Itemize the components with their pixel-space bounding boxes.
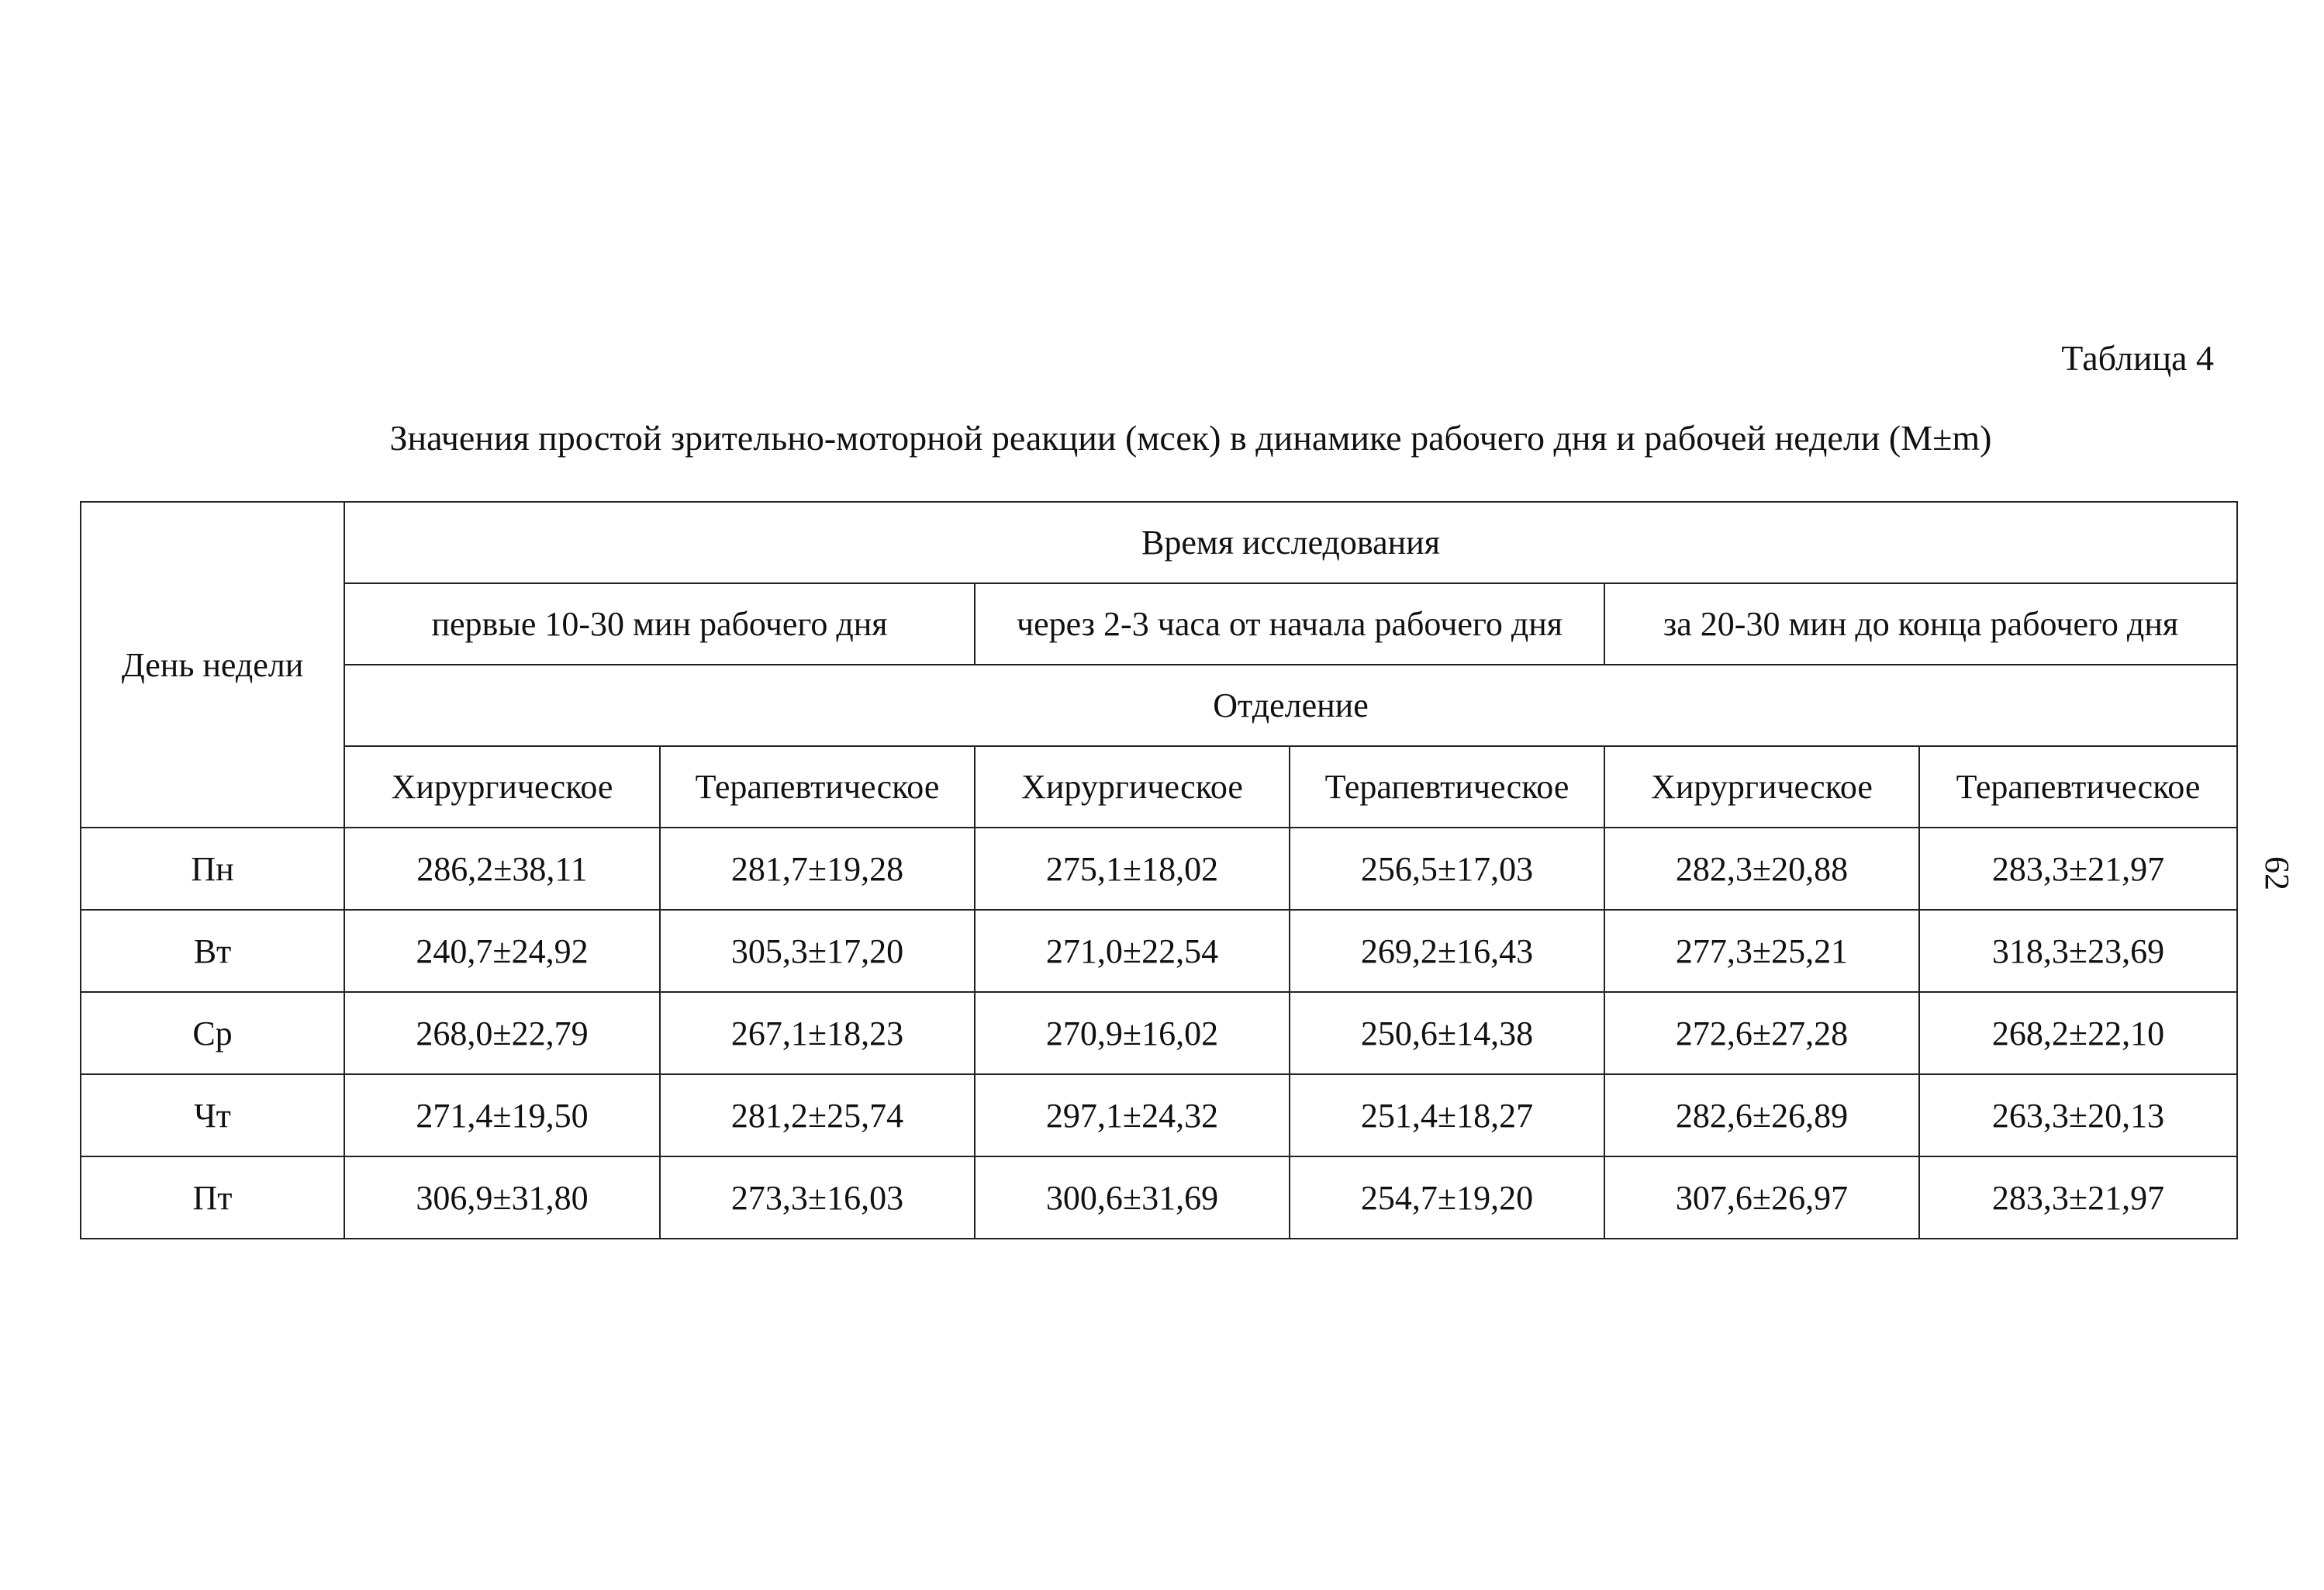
day-cell: Чт xyxy=(81,1074,344,1156)
row-header-cell: День недели xyxy=(81,502,344,828)
table-caption: Значения простой зрительно-моторной реакции (мсек) в динамике рабочего дня и рабочей недели (M±m) xyxy=(389,418,1992,458)
value-cell: 250,6±14,38 xyxy=(1290,992,1604,1074)
period-header-cell: первые 10-30 мин рабочего дня xyxy=(344,583,975,665)
day-cell: Вт xyxy=(81,910,344,992)
day-cell: Пт xyxy=(81,1156,344,1239)
value-cell: 286,2±38,11 xyxy=(344,828,660,910)
department-cell: Хирургическое xyxy=(1604,746,1919,828)
value-cell: 251,4±18,27 xyxy=(1290,1074,1604,1156)
value-cell: 268,2±22,10 xyxy=(1919,992,2237,1074)
header-row-periods xyxy=(81,583,2237,665)
department-header-cell: Отделение xyxy=(344,665,2237,746)
value-cell: 300,6±31,69 xyxy=(975,1156,1290,1239)
data-table xyxy=(80,501,2238,1239)
value-cell: 282,6±26,89 xyxy=(1604,1074,1919,1156)
table-row xyxy=(81,828,2237,910)
value-cell: 256,5±17,03 xyxy=(1290,828,1604,910)
value-cell: 272,6±27,28 xyxy=(1604,992,1919,1074)
header-row-department xyxy=(81,665,2237,746)
period-header-cell: за 20-30 мин до конца рабочего дня xyxy=(1604,583,2237,665)
day-cell: Ср xyxy=(81,992,344,1074)
value-cell: 240,7±24,92 xyxy=(344,910,660,992)
value-cell: 307,6±26,97 xyxy=(1604,1156,1919,1239)
value-cell: 271,0±22,54 xyxy=(975,910,1290,992)
day-cell: Пн xyxy=(81,828,344,910)
value-cell: 305,3±17,20 xyxy=(660,910,975,992)
value-cell: 318,3±23,69 xyxy=(1919,910,2237,992)
department-cell: Терапевтическое xyxy=(1290,746,1604,828)
table-row xyxy=(81,1156,2237,1239)
table-row xyxy=(81,910,2237,992)
table-row xyxy=(81,1074,2237,1156)
value-cell: 297,1±24,32 xyxy=(975,1074,1290,1156)
value-cell: 281,2±25,74 xyxy=(660,1074,975,1156)
value-cell: 283,3±21,97 xyxy=(1919,828,2237,910)
period-header-cell: через 2-3 часа от начала рабочего дня xyxy=(975,583,1604,665)
value-cell: 270,9±16,02 xyxy=(975,992,1290,1074)
value-cell: 268,0±22,79 xyxy=(344,992,660,1074)
department-cell: Хирургическое xyxy=(344,746,660,828)
value-cell: 306,9±31,80 xyxy=(344,1156,660,1239)
value-cell: 275,1±18,02 xyxy=(975,828,1290,910)
value-cell: 283,3±21,97 xyxy=(1919,1156,2237,1239)
value-cell: 269,2±16,43 xyxy=(1290,910,1604,992)
header-row-departments xyxy=(81,746,2237,828)
value-cell: 263,3±20,13 xyxy=(1919,1074,2237,1156)
page-number: 62 xyxy=(2258,856,2296,890)
table-label: Таблица 4 xyxy=(2061,338,2214,378)
department-cell: Терапевтическое xyxy=(1919,746,2237,828)
value-cell: 273,3±16,03 xyxy=(660,1156,975,1239)
table-row xyxy=(81,992,2237,1074)
department-cell: Терапевтическое xyxy=(660,746,975,828)
header-row-group xyxy=(81,502,2237,583)
value-cell: 281,7±19,28 xyxy=(660,828,975,910)
value-cell: 254,7±19,20 xyxy=(1290,1156,1604,1239)
value-cell: 282,3±20,88 xyxy=(1604,828,1919,910)
group-header-cell: Время исследования xyxy=(344,502,2237,583)
value-cell: 271,4±19,50 xyxy=(344,1074,660,1156)
value-cell: 277,3±25,21 xyxy=(1604,910,1919,992)
department-cell: Хирургическое xyxy=(975,746,1290,828)
value-cell: 267,1±18,23 xyxy=(660,992,975,1074)
